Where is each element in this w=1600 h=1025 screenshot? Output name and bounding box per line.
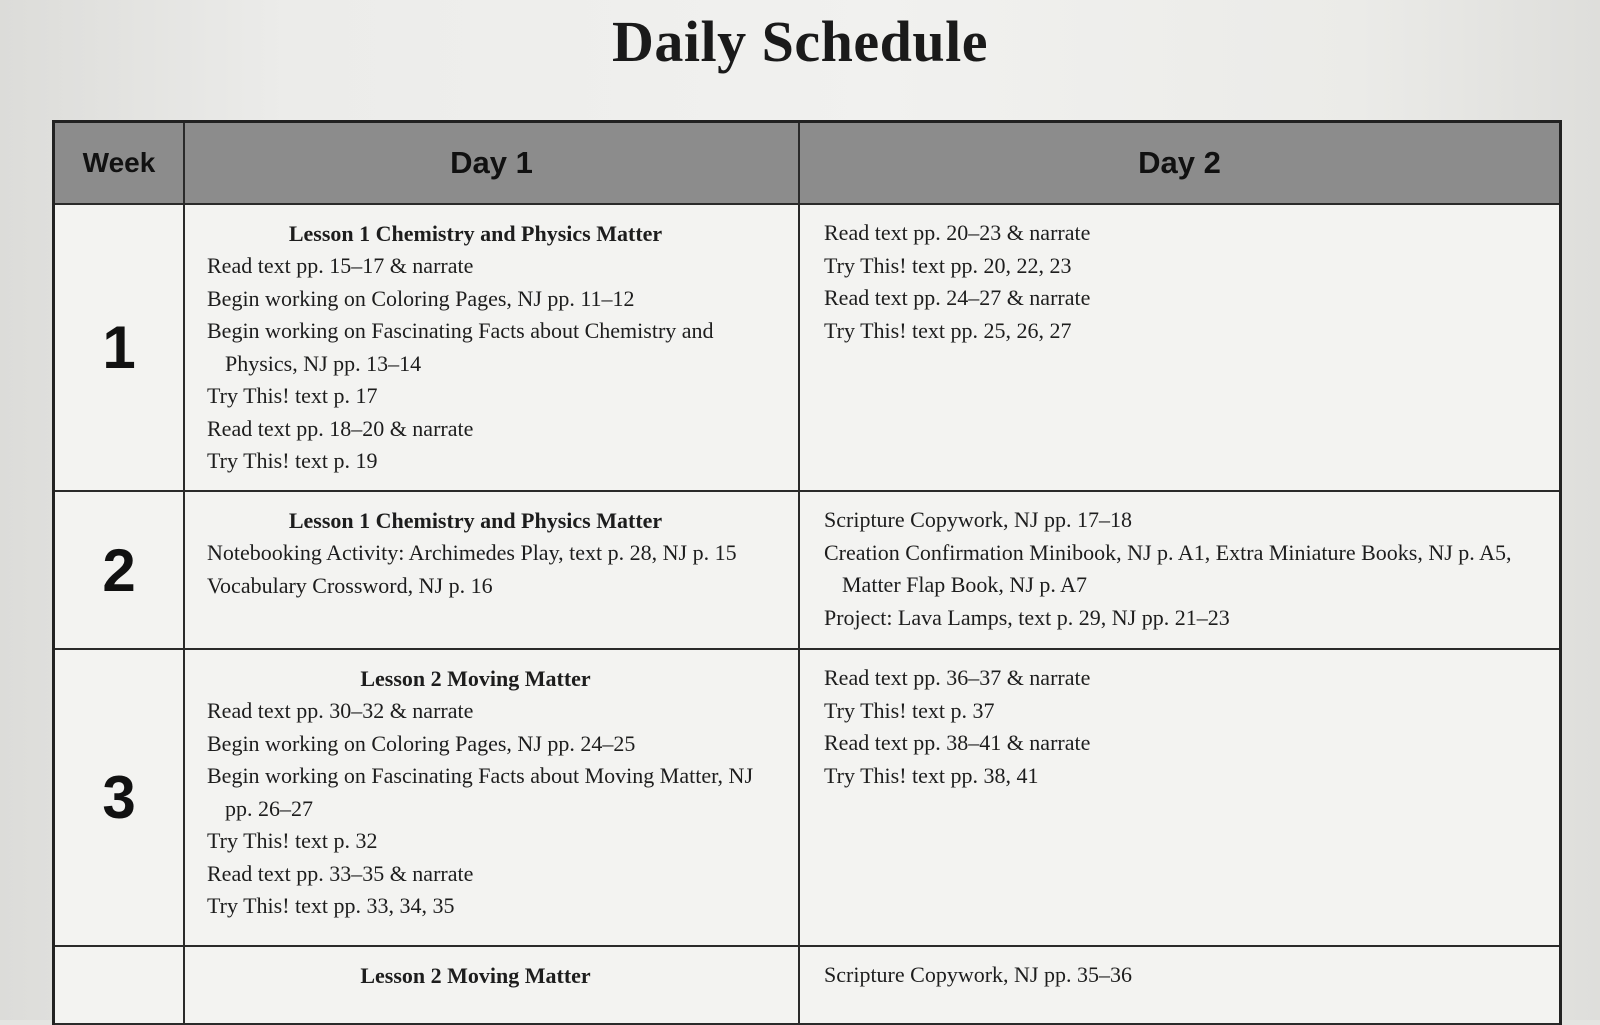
schedule-item: Try This! text pp. 25, 26, 27 (824, 317, 1072, 343)
lesson-heading: Lesson 1 Chemistry and Physics Matter (288, 221, 663, 246)
day-2-cell (800, 650, 1559, 947)
schedule-item: Begin working on Coloring Pages, NJ pp. 11–12 (207, 285, 635, 311)
schedule-item: Read text pp. 15–17 & narrate (207, 253, 474, 278)
day-2-cell (800, 492, 1559, 650)
week-number (55, 947, 185, 1025)
schedule-item: Read text pp. 20–23 & narrate (824, 220, 1091, 245)
header-week: Week (55, 123, 185, 205)
day-1-cell (185, 650, 800, 947)
schedule-item: Try This! text p. 37 (824, 697, 995, 723)
day-1-cell (185, 492, 800, 650)
page-title: Daily Schedule (612, 9, 988, 74)
week-number: 3 (55, 650, 185, 947)
schedule-item: Read text pp. 30–32 & narrate (207, 698, 474, 723)
week-number: 1 (55, 205, 185, 492)
schedule-item: Begin working on Fascinating Facts about Moving Matter, NJ pp. 26–27 (207, 763, 754, 821)
header-day-2: Day 2 (800, 123, 1559, 205)
lesson-heading: Lesson 2 Moving Matter (360, 666, 591, 691)
day-2-cell (800, 205, 1559, 492)
day-2-cell (800, 947, 1559, 1025)
schedule-item: Project: Lava Lamps, text p. 29, NJ pp. 21–23 (824, 604, 1230, 630)
schedule-item: Read text pp. 36–37 & narrate (824, 665, 1091, 690)
day-1-cell (185, 205, 800, 492)
schedule-item: Begin working on Coloring Pages, NJ pp. 24–25 (207, 730, 636, 756)
header-day-1: Day 1 (185, 123, 800, 205)
schedule-item: Try This! text p. 17 (207, 383, 378, 408)
lesson-heading: Lesson 2 Moving Matter (360, 963, 591, 988)
schedule-table (52, 120, 1562, 1025)
lesson-heading: Lesson 1 Chemistry and Physics Matter (288, 508, 663, 533)
schedule-item: Try This! text pp. 33, 34, 35 (207, 893, 455, 918)
schedule-item: Vocabulary Crossword, NJ p. 16 (207, 572, 493, 598)
schedule-item: Try This! text p. 19 (207, 448, 378, 473)
schedule-item: Try This! text p. 32 (207, 828, 378, 853)
schedule-item: Try This! text pp. 38, 41 (824, 762, 1039, 788)
week-number: 2 (55, 492, 185, 650)
schedule-item: Scripture Copywork, NJ pp. 35–36 (824, 962, 1132, 987)
schedule-item: Read text pp. 38–41 & narrate (824, 730, 1091, 755)
schedule-item: Creation Confirmation Minibook, NJ p. A1, Extra Miniature Books, NJ p. A5, Matter Flap Book, NJ p. A7 (824, 539, 1512, 597)
schedule-item: Begin working on Fascinating Facts about Chemistry and Physics, NJ pp. 13–14 (207, 318, 714, 376)
schedule-item: Scripture Copywork, NJ pp. 17–18 (824, 507, 1132, 532)
schedule-item: Read text pp. 24–27 & narrate (824, 285, 1091, 310)
schedule-item: Read text pp. 33–35 & narrate (207, 860, 474, 886)
schedule-item: Try This! text pp. 20, 22, 23 (824, 252, 1072, 278)
day-1-cell (185, 947, 800, 1025)
schedule-item: Notebooking Activity: Archimedes Play, text p. 28, NJ p. 15 (207, 540, 737, 565)
schedule-item: Read text pp. 18–20 & narrate (207, 415, 474, 441)
